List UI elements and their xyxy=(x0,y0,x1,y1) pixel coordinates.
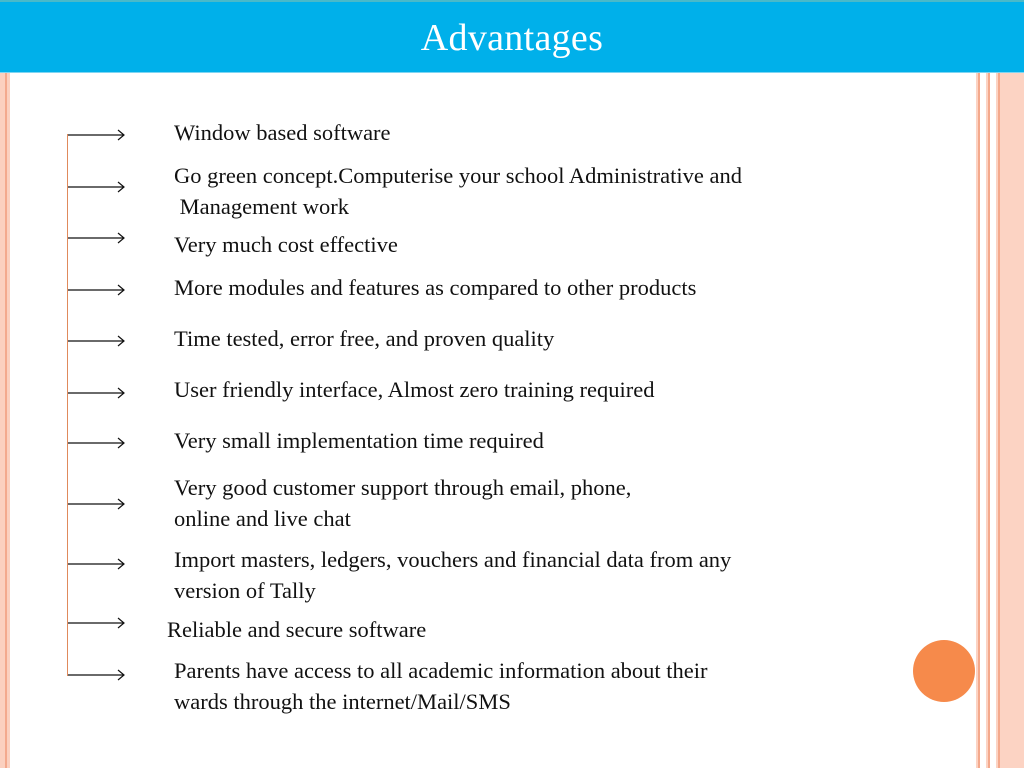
advantage-text: Go green concept.Computerise your school Administrative and xyxy=(174,163,742,188)
arrow-right-icon xyxy=(68,558,126,570)
advantage-text: Import masters, ledgers, vouchers and financial data from any xyxy=(174,547,732,572)
arrow-right-icon xyxy=(68,498,126,510)
advantage-item xyxy=(174,472,934,534)
advantage-item xyxy=(174,117,934,148)
advantage-text: Very small implementation time required xyxy=(174,428,544,453)
advantage-text: Very good customer support through email, phone, xyxy=(174,475,632,500)
advantage-item xyxy=(174,160,934,222)
arrow-right-icon xyxy=(68,437,126,449)
advantage-text: wards through the internet/Mail/SMS xyxy=(174,689,511,714)
advantage-text: User friendly interface, Almost zero training required xyxy=(174,377,655,402)
advantage-text: Management work xyxy=(174,194,349,219)
decorative-orange-circle xyxy=(913,640,975,702)
title-bar xyxy=(0,0,1024,72)
advantage-text: Very much cost effective xyxy=(174,232,398,257)
advantage-text: Time tested, error free, and proven quality xyxy=(174,326,555,351)
advantage-item xyxy=(174,655,934,717)
left-decorative-border xyxy=(0,0,10,768)
connector-line xyxy=(67,134,68,676)
advantage-text: Parents have access to all academic information about their xyxy=(174,658,708,683)
advantage-item xyxy=(174,272,934,303)
arrow-right-icon xyxy=(68,284,126,296)
arrow-right-icon xyxy=(68,232,126,244)
arrow-right-icon xyxy=(68,129,126,141)
advantage-item xyxy=(174,425,934,456)
advantage-text: online and live chat xyxy=(174,506,351,531)
arrow-right-icon xyxy=(68,617,126,629)
advantage-item xyxy=(174,544,934,606)
advantage-item xyxy=(174,323,934,354)
advantage-item xyxy=(167,614,927,645)
advantage-item xyxy=(174,229,934,260)
arrow-right-icon xyxy=(68,181,126,193)
advantage-text: Reliable and secure software xyxy=(167,617,427,642)
advantage-text: Window based software xyxy=(174,120,391,145)
arrow-right-icon xyxy=(68,335,126,347)
arrow-right-icon xyxy=(68,387,126,399)
slide-title: Advantages xyxy=(420,17,604,59)
advantage-text: More modules and features as compared to other products xyxy=(174,275,697,300)
advantage-text: version of Tally xyxy=(174,578,316,603)
right-decorative-stripes xyxy=(976,0,1024,768)
advantage-item xyxy=(174,374,934,405)
arrow-right-icon xyxy=(68,669,126,681)
